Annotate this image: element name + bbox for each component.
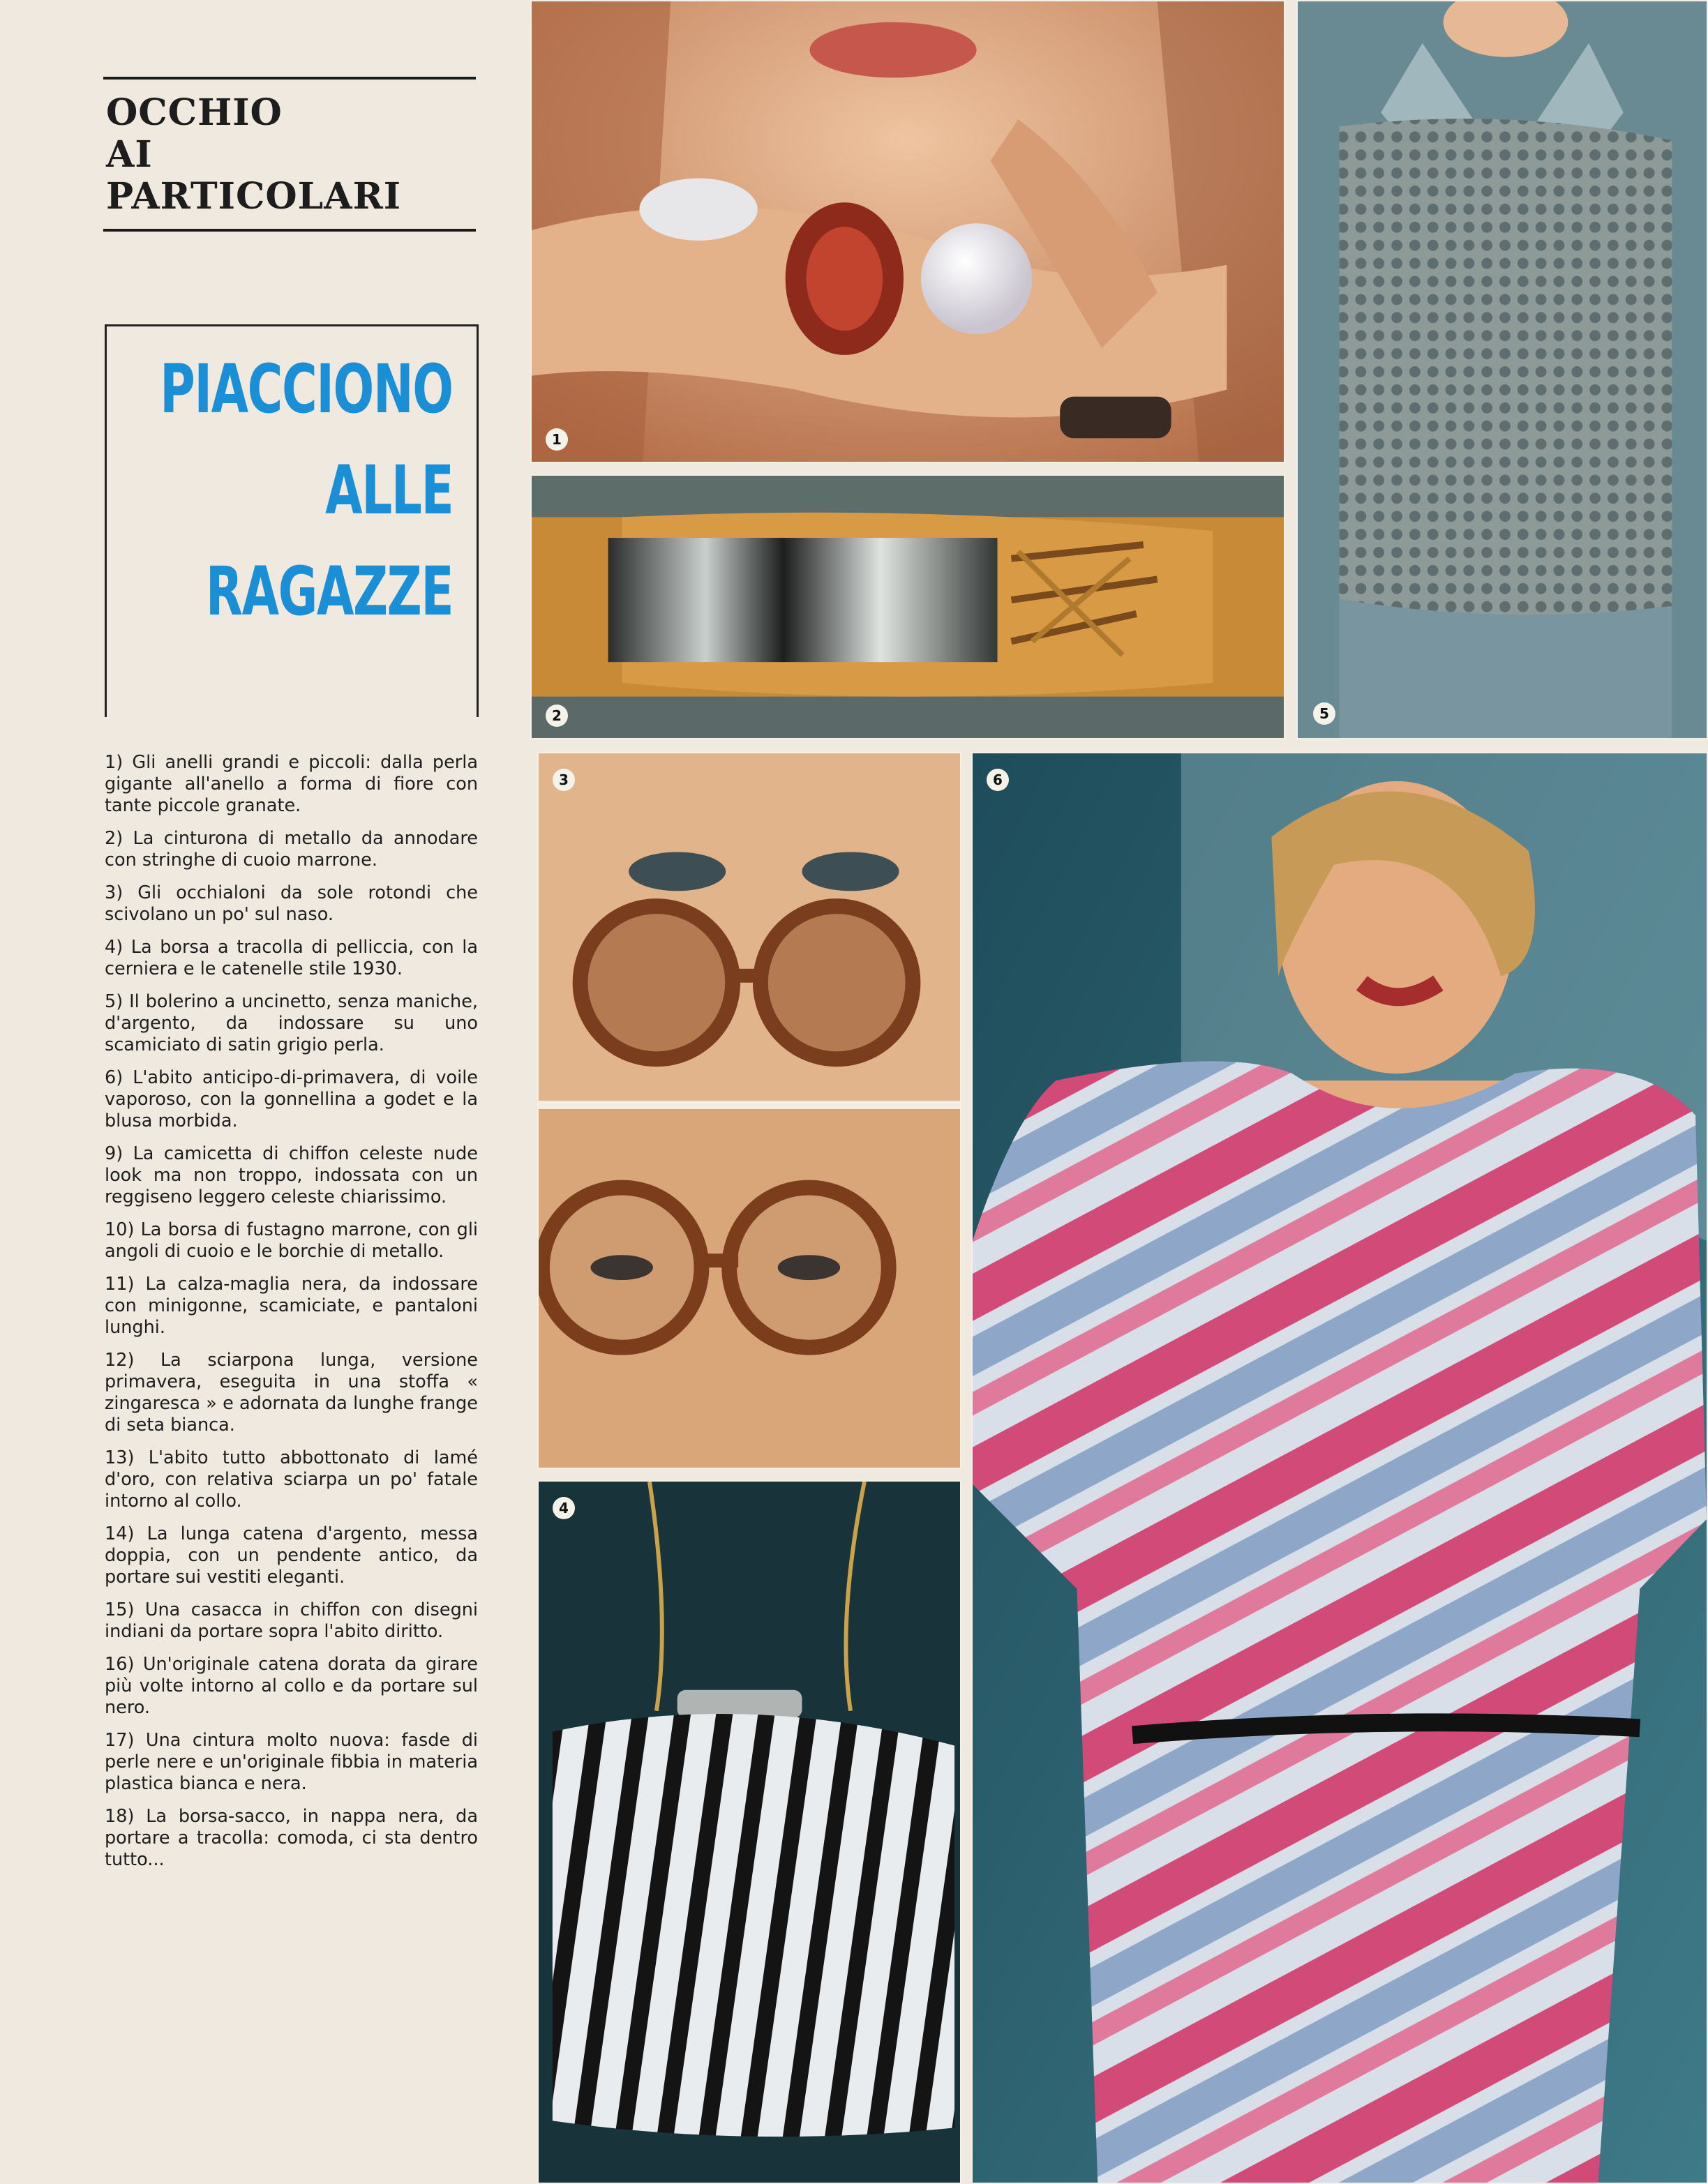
caption-item: 2) La cinturona di metallo da annodare con stringhe di cuoio marrone. — [105, 828, 478, 871]
photo-number-3: 3 — [553, 769, 575, 791]
kicker-line-3: PARTICOLARI — [106, 175, 402, 218]
photo-crochet-top — [1296, 0, 1708, 739]
photo-number-2: 2 — [546, 705, 568, 727]
caption-item: 16) Un'originale catena dorata da girare più volte intorno al collo e da portare sul nero. — [105, 1654, 478, 1718]
photo-number-5: 5 — [1313, 702, 1335, 725]
tie-dye-dress-illustration — [973, 753, 1707, 2183]
caption-item: 1) Gli anelli grandi e piccoli: dalla perla gigante all'anello a forma di fiore con tante piccole granate. — [105, 752, 478, 816]
headline-line-2: ALLE — [324, 451, 453, 529]
headline-line-3: RAGAZZE — [205, 552, 453, 631]
caption-item: 12) La sciarpona lunga, versione primavera, eseguita in una stoffa « zingaresca » e adornata da lunghe frange di seta bianca. — [105, 1350, 478, 1436]
photo-fur-bag — [537, 1480, 961, 2184]
caption-item: 18) La borsa-sacco, in nappa nera, da portare a tracolla: comoda, ci sta dentro tutto... — [105, 1806, 478, 1870]
section-kicker — [103, 77, 476, 232]
fur-bag-illustration — [539, 1482, 960, 2183]
belt-illustration — [532, 476, 1284, 738]
caption-item: 13) L'abito tutto abbottonato di lamé d'oro, con relativa sciarpa un po' fatale intorno al collo. — [105, 1447, 478, 1512]
kicker-line-2: AI — [106, 133, 153, 176]
photo-sunglasses — [537, 752, 961, 1469]
caption-item: 17) Una cintura molto nuova: fasde di perle nere e un'originale fibbia in materia plastica bianca e nera. — [105, 1730, 478, 1794]
caption-item: 6) L'abito anticipo-di-primavera, di voile vaporoso, con la gonnellina a godet e la blusa morbida. — [105, 1067, 478, 1131]
rings-illustration — [532, 1, 1284, 462]
caption-item: 11) La calza-maglia nera, da indossare con minigonne, scamiciate, e pantaloni lunghi. — [105, 1274, 478, 1338]
caption-item: 9) La camicetta di chiffon celeste nude look ma non troppo, indossata con un reggiseno leggero celeste chiarissimo. — [105, 1143, 478, 1207]
photo-belt — [530, 474, 1285, 739]
caption-item: 3) Gli occhialoni da sole rotondi che scivolano un po' sul naso. — [105, 882, 478, 925]
photo-number-6: 6 — [987, 769, 1009, 791]
sunglasses-illustration — [539, 753, 960, 1468]
caption-item: 5) Il bolerino a uncinetto, senza maniche, d'argento, da indossare su uno scamiciato di satin grigio perla. — [105, 991, 478, 1055]
photo-tie-dye-dress — [971, 752, 1708, 2184]
crochet-top-illustration — [1298, 1, 1707, 738]
photo-rings — [530, 0, 1285, 463]
caption-item: 14) La lunga catena d'argento, messa doppia, con un pendente antico, da portare sui vestiti eleganti. — [105, 1523, 478, 1588]
caption-item: 4) La borsa a tracolla di pelliccia, con la cerniera e le catenelle stile 1930. — [105, 937, 478, 979]
headline-line-1: PIACCIONO — [160, 350, 453, 428]
photo-number-1: 1 — [546, 428, 568, 451]
headline-box — [105, 324, 479, 717]
photo-number-4: 4 — [553, 1497, 575, 1519]
kicker-line-1: OCCHIO — [106, 91, 283, 134]
caption-item: 15) Una casacca in chiffon con disegni indiani da portare sopra l'abito diritto. — [105, 1599, 478, 1642]
caption-list — [105, 752, 478, 1882]
caption-item: 10) La borsa di fustagno marrone, con gli angoli di cuoio e le borchie di metallo. — [105, 1219, 478, 1262]
